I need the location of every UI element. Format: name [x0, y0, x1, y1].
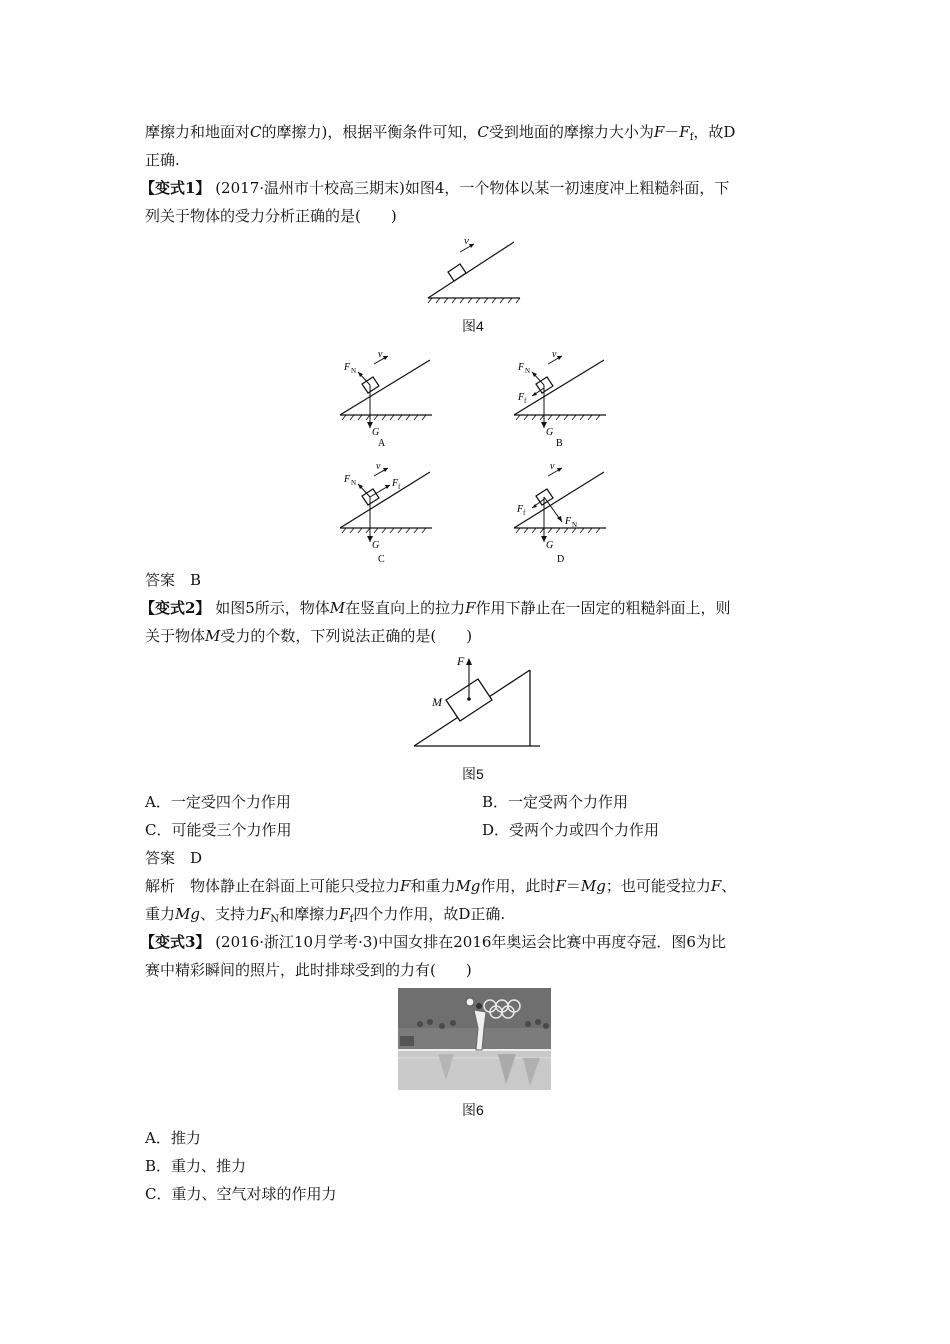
text-span: 、支持力 — [199, 905, 260, 923]
text-span: 重力 — [145, 905, 176, 923]
text-span: C — [477, 123, 489, 141]
text-span: F — [465, 599, 476, 617]
subscript-label: f — [523, 509, 526, 517]
text-span: － — [664, 123, 680, 141]
text-span: 如图5所示，物体 — [210, 599, 330, 617]
subscript-label: N — [572, 521, 578, 529]
option-3c: C．重力、空气对球的作用力 — [145, 1185, 337, 1203]
volleyball-photo — [398, 988, 551, 1090]
analysis-line-1 — [145, 876, 736, 896]
text-span: (2016·浙江10月学考·3)中国女排在2016年奥运会比赛中再度夺冠．图6为比 — [210, 933, 726, 951]
text-span: ，故D — [693, 123, 736, 141]
normal-force-label: F — [344, 474, 351, 485]
mass-label: M — [432, 695, 442, 709]
text-span: Mg — [455, 877, 481, 895]
figure-option-c — [340, 458, 460, 568]
text-span: 关于物体 — [145, 627, 206, 645]
text-span: 摩擦力和地面对 — [145, 123, 251, 141]
friction-force-label: F — [518, 392, 525, 403]
subscript-label: N — [351, 367, 357, 375]
figure-option-a — [340, 348, 460, 448]
text-span: Mg — [175, 905, 200, 923]
option-d: D．受两个力或四个力作用 — [482, 821, 660, 839]
option-d-label: D — [557, 554, 565, 565]
gravity-label: G — [372, 427, 380, 438]
pull-force-label: F — [457, 654, 465, 668]
velocity-label: v — [464, 235, 469, 247]
velocity-label: v — [550, 461, 555, 472]
gravity-label: G — [372, 540, 380, 551]
answer-2: 答案 D — [145, 849, 203, 867]
text-span: 、 — [721, 877, 737, 895]
question-3-line — [140, 932, 726, 952]
figure-option-d — [514, 458, 634, 568]
text-span: 在竖直向上的拉力 — [345, 599, 466, 617]
text-span: 受到地面的摩擦力大小为 — [488, 123, 654, 141]
text-span: 和重力 — [410, 877, 456, 895]
friction-force-label: F — [517, 504, 524, 515]
normal-force-label: F — [344, 362, 351, 373]
gravity-label: G — [546, 427, 554, 438]
figure-5-incline — [410, 648, 550, 752]
question-2-line-2 — [145, 626, 472, 646]
option-b-label: B — [556, 438, 563, 448]
option-c: C．可能受三个力作用 — [145, 821, 292, 839]
text-span: F — [339, 905, 350, 923]
question-tag: 【变式3】 — [140, 933, 211, 951]
normal-force-label: F — [565, 516, 572, 527]
option-c-label: C — [378, 554, 385, 565]
subscript-label: f — [524, 397, 527, 405]
figure-option-b — [514, 348, 634, 448]
text-span: 四个力作用，故D正确. — [353, 905, 506, 923]
normal-force-label: F — [518, 362, 525, 373]
analysis-line-2 — [145, 904, 505, 930]
question-1-line-2: 列关于物体的受力分析正确的是( ) — [145, 207, 397, 225]
text-span: (2017·温州市十校高三期末)如图4，一个物体以某一初速度冲上粗糙斜面，下 — [210, 179, 730, 197]
text-span: f — [689, 132, 694, 143]
text-span: 和摩擦力 — [279, 905, 340, 923]
figure-6-caption: 图6 — [462, 1102, 484, 1118]
text-span: F — [679, 123, 690, 141]
question-2-line — [140, 598, 731, 618]
text-span: F — [400, 877, 411, 895]
text-span: F — [555, 877, 566, 895]
text-span: F — [710, 877, 722, 895]
question-tag: 【变式1】 — [140, 179, 211, 197]
text-span: N — [270, 914, 280, 925]
question-3-line-2: 赛中精彩瞬间的照片，此时排球受到的力有( ) — [145, 961, 472, 979]
text-span: F — [653, 123, 665, 141]
text-span: ＝ — [565, 877, 581, 895]
subscript-label: N — [525, 367, 531, 375]
option-3a: A．推力 — [145, 1129, 201, 1147]
gravity-label: G — [546, 540, 554, 551]
question-tag: 【变式2】 — [140, 599, 211, 617]
text-span: F — [260, 905, 271, 923]
text-span: 受力的个数，下列说法正确的是( ) — [220, 627, 473, 645]
subscript-label: N — [351, 479, 357, 487]
text-span: M — [329, 599, 346, 617]
figure-4-caption: 图4 — [462, 318, 484, 334]
text-span: ；也可能受拉力 — [605, 877, 711, 895]
text-span: 作用，此时 — [480, 877, 556, 895]
text-span: f — [349, 914, 354, 925]
text-line: 正确. — [145, 151, 180, 169]
text-span: C — [250, 123, 262, 141]
text-line — [145, 122, 735, 148]
velocity-label: v — [376, 461, 381, 472]
figure-5-caption: 图5 — [462, 766, 484, 782]
subscript-label: f — [398, 483, 401, 491]
option-b: B．一定受两个力作用 — [482, 793, 629, 811]
text-span: 的摩擦力)，根据平衡条件可知， — [261, 123, 478, 141]
text-span: M — [205, 627, 221, 645]
question-1-line — [140, 178, 729, 198]
figure-4-incline — [420, 232, 530, 310]
friction-force-label: F — [392, 478, 399, 489]
velocity-label: v — [378, 349, 383, 360]
text-span: Mg — [580, 877, 606, 895]
text-span: 解析 物体静止在斜面上可能只受拉力 — [145, 877, 401, 895]
answer-1: 答案 B — [145, 571, 202, 589]
text-span: 作用下静止在一固定的粗糙斜面上，则 — [475, 599, 731, 617]
option-3b: B．重力、推力 — [145, 1157, 247, 1175]
option-a: A．一定受四个力作用 — [145, 793, 291, 811]
velocity-label: v — [552, 349, 557, 360]
option-a-label: A — [378, 438, 386, 448]
